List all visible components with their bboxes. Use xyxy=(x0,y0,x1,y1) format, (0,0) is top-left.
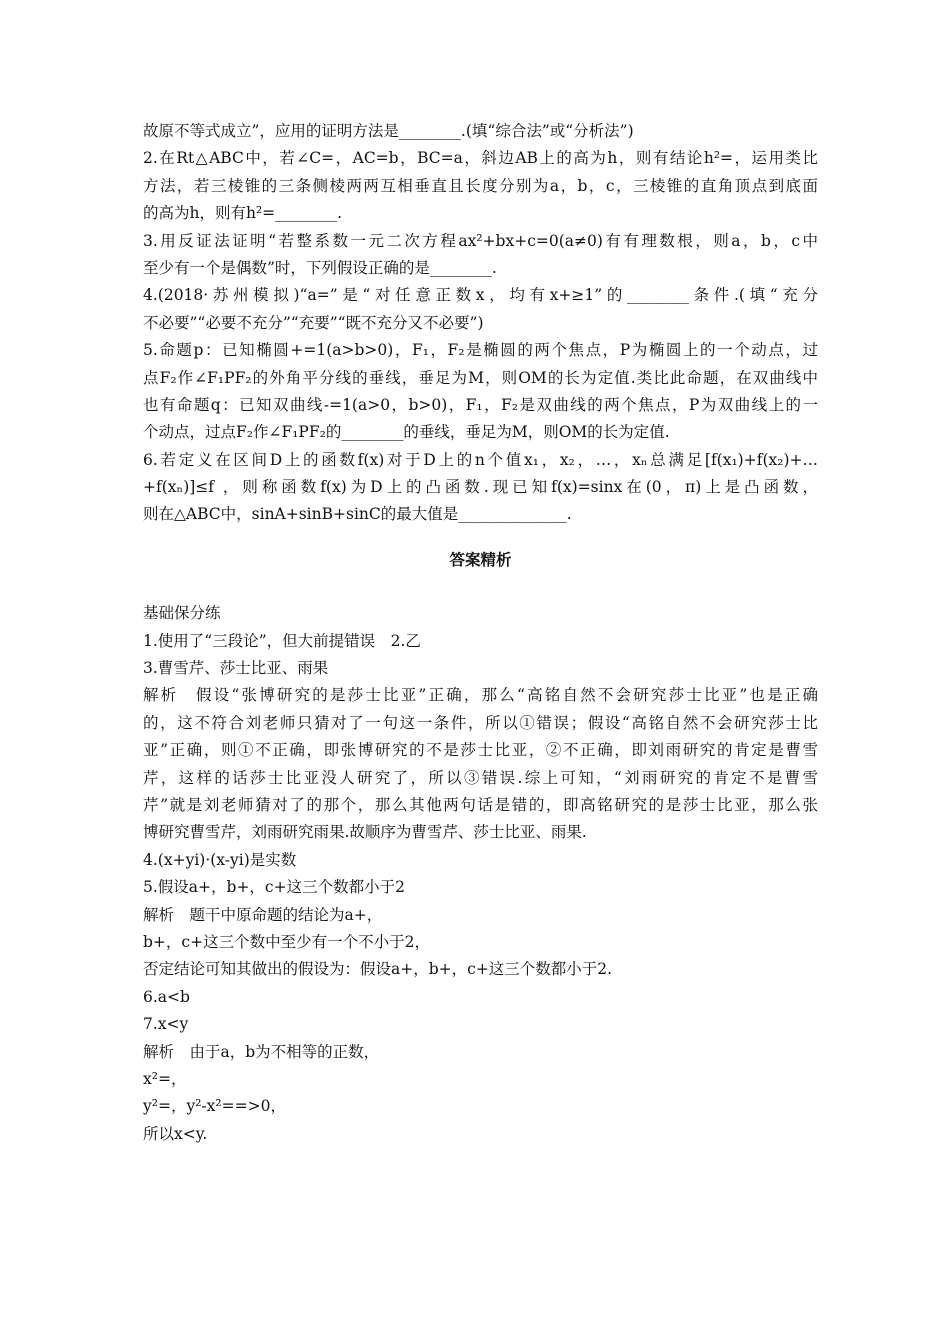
answer-line: 博研究曹雪芹，刘雨研究雨果.故顺序为曹雪芹、莎士比亚、雨果. xyxy=(143,823,587,842)
problem-line: 至少有一个是偶数”时，下列假设正确的是________. xyxy=(143,258,497,277)
problem-line: 个动点，过点F₂作∠F₁PF₂的________的垂线，垂足为M，则OM的长为定值. xyxy=(143,423,670,442)
section-title: 基础保分练 xyxy=(143,604,221,623)
problem-line: 也有命题q：已知双曲线-=1(a>0，b>0)，F₁，F₂是双曲线的两个焦点，P为双曲线上的一 xyxy=(143,395,818,414)
answer-line: 5.假设a+，b+，c+这三个数都小于2 xyxy=(143,878,405,897)
answer-line: 解析 假设“张博研究的是莎士比亚”正确，那么“高铭自然不会研究莎士比亚”也是正确 xyxy=(143,686,818,705)
answer-line: 所以x<y. xyxy=(143,1124,208,1143)
answer-line: y²=，y²-x²==>0， xyxy=(143,1097,286,1116)
answer-line: 6.a<b xyxy=(143,987,190,1006)
problem-line: 3.用反证法证明“若整系数一元二次方程ax²+bx+c=0(a≠0)有有理数根，则a，b，c中 xyxy=(143,231,818,250)
problem-line: 5.命题p：已知椭圆+=1(a>b>0)，F₁，F₂是椭圆的两个焦点，P为椭圆上的一个动点，过 xyxy=(143,341,818,360)
answer-line: 7.x<y xyxy=(143,1015,189,1034)
answer-line: x²=， xyxy=(143,1069,187,1088)
answer-line: 的，这不符合刘老师只猜对了一句这一条件，所以①错误；假设“高铭自然不会研究莎士比 xyxy=(143,713,818,732)
problem-line: 不必要”“必要不充分”“充要”“既不充分又不必要”) xyxy=(143,313,484,332)
problem-line: 点F₂作∠F₁PF₂的外角平分线的垂线，垂足为M，则OM的长为定值.类比此命题，在双曲线中 xyxy=(143,368,818,387)
answer-line: 4.(x+yi)·(x-yi)是实数 xyxy=(143,850,297,869)
answer-line: 亚”正确，则①不正确，即张博研究的不是莎士比亚，②不正确，即刘雨研究的肯定是曹雪 xyxy=(143,741,818,760)
answer-heading: 答案精析 xyxy=(449,550,512,569)
answer-line: 解析 由于a，b为不相等的正数， xyxy=(143,1042,380,1061)
problem-line: 4.(2018·苏州模拟)“a=”是“对任意正数x，均有x+≥1”的________条件.(填“充分 xyxy=(143,286,818,305)
problem-line: 方法，若三棱锥的三条侧棱两两互相垂直且长度分别为a，b，c，三棱锥的直角顶点到底面 xyxy=(143,176,818,195)
answer-line: 芹，这样的话莎士比亚没人研究了，所以③错误.综上可知，“刘雨研究的肯定不是曹雪 xyxy=(143,768,818,787)
answer-line: 3.曹雪芹、莎士比亚、雨果 xyxy=(143,659,329,678)
problem-line: 的高为h，则有h²=________. xyxy=(143,204,343,223)
answer-line: 解析 题干中原命题的结论为a+， xyxy=(143,905,383,924)
problem-line: 6.若定义在区间D上的函数f(x)对于D上的n个值x₁，x₂，…，xₙ总满足[f(x₁)+f(x₂)+… xyxy=(143,450,818,469)
document-page xyxy=(143,118,818,1148)
answer-line: b+，c+这三个数中至少有一个不小于2， xyxy=(143,932,430,951)
answer-line: 芹”就是刘老师猜对了的那个，那么其他两句话是错的，即高铭研究的是莎士比亚，那么张 xyxy=(143,795,818,814)
problem-line: 2.在Rt△ABC中，若∠C=，AC=b，BC=a，斜边AB上的高为h，则有结论h²=，运用类比 xyxy=(143,149,818,168)
problem-line: +f(xₙ)]≤f ，则称函数f(x)为D上的凸函数.现已知f(x)=sinx在(0，π)上是凸函数， xyxy=(143,478,818,497)
problem-line: 故原不等式成立”，应用的证明方法是________.(填“综合法”或“分析法”) xyxy=(143,122,634,140)
answer-line: 1.使用了“三段论”，但大前提错误 2.乙 xyxy=(143,631,421,650)
problem-line: 则在△ABC中，sinA+sinB+sinC的最大值是______________. xyxy=(143,505,572,524)
answer-line: 否定结论可知其做出的假设为：假设a+，b+，c+这三个数都小于2. xyxy=(143,960,613,979)
